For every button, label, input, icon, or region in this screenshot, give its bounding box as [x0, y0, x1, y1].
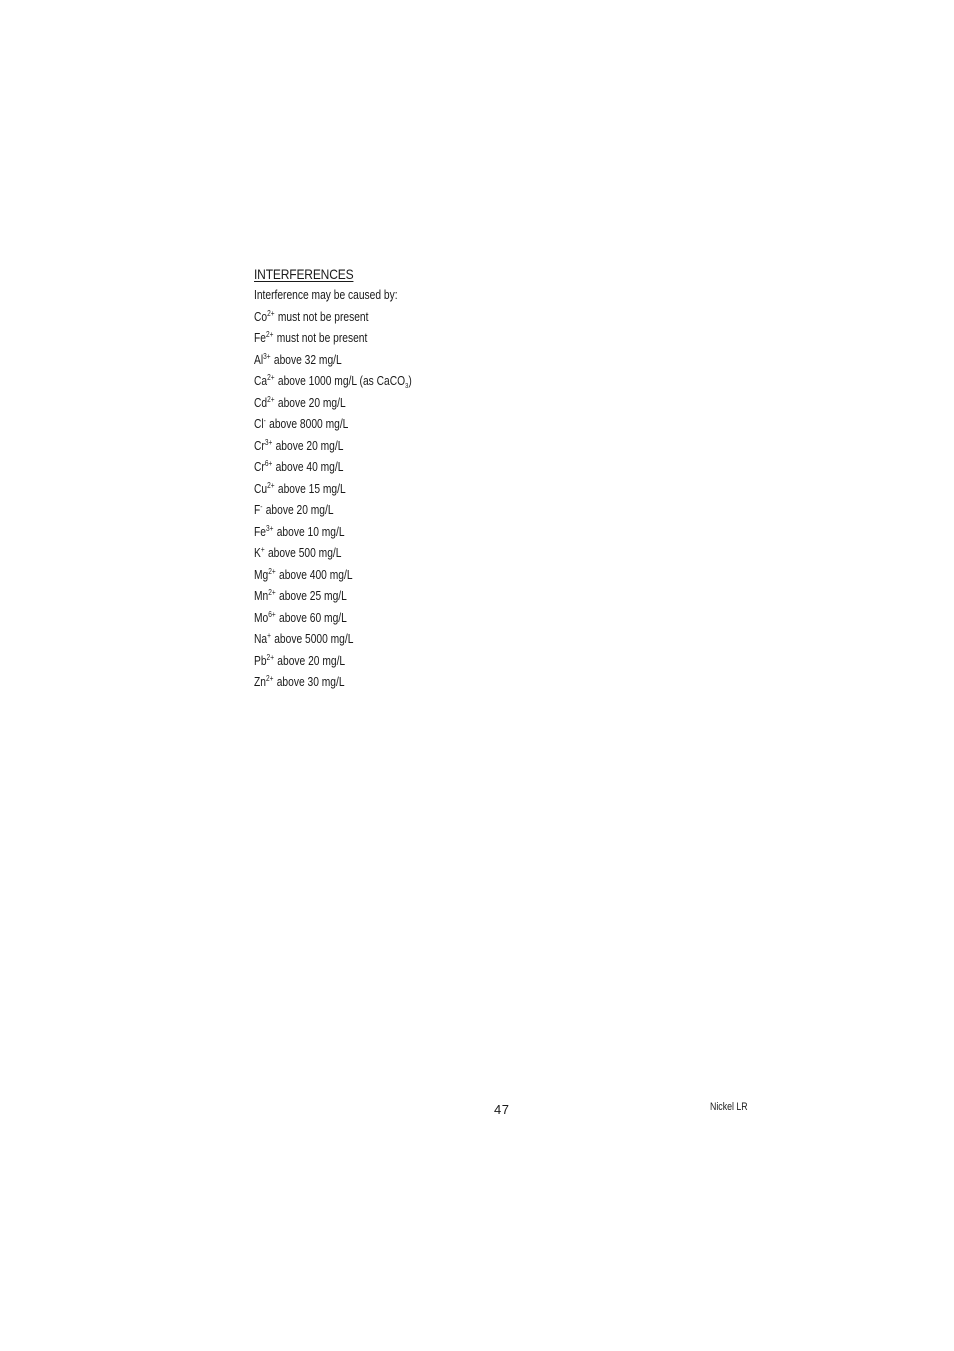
closing-paren: ) — [408, 374, 412, 388]
interference-limit: above 1000 mg/L (as CaCO — [277, 374, 406, 388]
interference-item — [254, 565, 582, 587]
interference-item — [254, 522, 582, 544]
ion-symbol: Mo — [254, 610, 269, 625]
interference-item — [254, 651, 582, 673]
ion-symbol: Cl — [254, 417, 264, 431]
interference-limit: above 32 mg/L — [273, 352, 342, 367]
ion-symbol: Mn — [254, 589, 269, 603]
interference-item — [254, 500, 582, 522]
interference-item — [254, 543, 582, 565]
interference-limit: above 20 mg/L — [277, 653, 346, 668]
ion-charge: 2+ — [267, 373, 275, 382]
ion-symbol: Na — [254, 632, 268, 646]
ion-charge: 2+ — [267, 394, 275, 404]
footer-label: Nickel LR — [710, 1101, 748, 1113]
interference-limit: above 20 mg/L — [265, 503, 334, 517]
ion-charge: 2+ — [267, 308, 275, 318]
ion-symbol: Co — [254, 309, 268, 324]
ion-charge: + — [260, 545, 265, 554]
section-intro: Interference may be caused by: — [254, 288, 398, 302]
interference-limit: above 5000 mg/L — [274, 632, 354, 646]
interference-item — [254, 371, 582, 393]
ion-symbol: Mg — [254, 567, 269, 582]
interference-limit: above 60 mg/L — [279, 610, 347, 625]
interference-item — [254, 629, 582, 651]
ion-charge: - — [263, 416, 266, 425]
formula-subscript: 3 — [405, 383, 409, 390]
interference-item — [254, 307, 582, 329]
interference-limit: above 8000 mg/L — [269, 417, 349, 431]
ion-charge: 2+ — [266, 652, 275, 662]
section-heading: INTERFERENCES — [254, 266, 354, 282]
interference-limit: must not be present — [276, 331, 368, 345]
interference-limit: above 20 mg/L — [275, 438, 344, 453]
interference-limit: above 10 mg/L — [276, 524, 345, 539]
interference-item — [254, 457, 582, 479]
interference-item — [254, 414, 582, 436]
ion-symbol: Cu — [254, 481, 268, 496]
ion-symbol: F — [254, 503, 261, 517]
ion-symbol: Fe — [254, 524, 266, 539]
interference-limit: above 25 mg/L — [279, 589, 347, 603]
interference-item — [254, 350, 582, 372]
ion-charge: 2+ — [268, 566, 276, 576]
page-number: 47 — [494, 1102, 510, 1117]
interference-item — [254, 672, 582, 694]
ion-symbol: Cr — [254, 438, 265, 453]
ion-symbol: K — [254, 546, 261, 560]
interference-item — [254, 393, 582, 415]
ion-symbol: Ca — [254, 374, 268, 388]
ion-symbol: Zn — [254, 675, 266, 689]
interference-item — [254, 436, 582, 458]
ion-symbol: Pb — [254, 653, 267, 668]
interference-item — [254, 586, 582, 608]
ion-charge: 2+ — [265, 330, 274, 339]
ion-charge: 3+ — [265, 523, 274, 533]
interference-item — [254, 479, 582, 501]
interference-limit: above 40 mg/L — [275, 460, 344, 474]
ion-charge: 2+ — [265, 674, 274, 683]
interference-limit: above 20 mg/L — [277, 395, 346, 410]
ion-charge: + — [267, 631, 271, 640]
ion-charge: 6+ — [264, 459, 273, 468]
interference-item — [254, 328, 582, 350]
interference-limit: above 500 mg/L — [267, 546, 342, 560]
interference-limit: must not be present — [277, 309, 369, 324]
interference-list — [254, 307, 654, 694]
ion-charge: - — [260, 502, 263, 511]
interference-limit: above 15 mg/L — [277, 481, 346, 496]
ion-symbol: Cr — [254, 460, 265, 474]
ion-charge: 3+ — [263, 351, 271, 361]
ion-symbol: Fe — [254, 331, 266, 345]
ion-symbol: Cd — [254, 395, 268, 410]
ion-charge: 2+ — [268, 588, 276, 597]
ion-charge: 2+ — [267, 480, 275, 490]
ion-charge: 3+ — [264, 437, 273, 447]
ion-symbol: Al — [254, 352, 264, 367]
interference-item — [254, 608, 582, 630]
interference-limit: above 400 mg/L — [279, 567, 353, 582]
interference-limit: above 30 mg/L — [276, 675, 345, 689]
interferences-section — [254, 264, 654, 694]
ion-charge: 6+ — [268, 609, 276, 619]
